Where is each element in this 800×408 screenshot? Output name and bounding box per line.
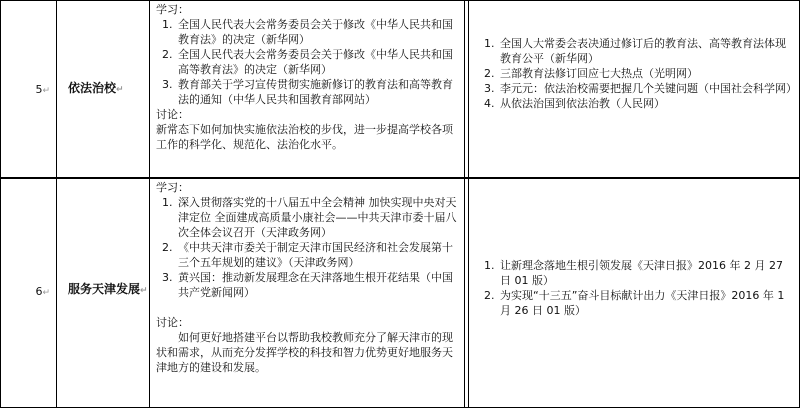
list-item: 2. 《中共天津市委关于制定天津市国民经济和社会发展第十三个五年规划的建议》（天津政务网）: [162, 241, 453, 269]
study-label: 学习：: [156, 3, 189, 16]
list-item: 1. 深入贯彻落实党的十八届五中全会精神 加快实现中央对天津定位 全面建成高质量小康社会——中共天津市委十届八次全体会议召开（天津政务网）: [162, 196, 457, 239]
discussion-label: 讨论：: [156, 108, 189, 121]
list-item: 3. 教育部关于学习宣传贯彻实施新修订的教育法和高等教育法的通知（中华人民共和国教育部网站）: [162, 78, 453, 106]
topic-title: 服务天津发展↵: [68, 282, 148, 296]
study-label: 学习：: [156, 181, 189, 194]
list-item: 2. 为实现“十三五”奋斗目标献计出力《天津日报》2016 年 1 月 26 日 01 版）: [484, 289, 785, 317]
column-divider: [464, 0, 465, 408]
list-item: 3. 李元元：依法治校需要把握几个关键问题（中国社会科学网）: [484, 82, 797, 95]
column-divider: [149, 0, 150, 408]
discussion-text: 如何更好地搭建平台以帮助我校教师充分了解天津市的现状和需求，从而充分发挥学校的科技和智力优势更好地服务天津地方的建设和发展。: [156, 331, 453, 374]
reading-section: [476, 36, 797, 111]
column-divider: [468, 0, 469, 408]
discussion-label: 讨论：: [156, 316, 189, 329]
topic-title: 依法治校↵: [68, 81, 124, 95]
table-border-top: [0, 0, 800, 1]
reading-list: [476, 258, 794, 318]
list-item: 4. 从依法治国到依法治教（人民网）: [484, 97, 665, 110]
discussion-text: 新常态下如何加快实施依法治校的步伐，进一步提高学校各项工作的科学化、规范化、法治化水平。: [156, 123, 453, 151]
list-item: 2. 全国人民代表大会常务委员会关于修改《中华人民共和国高等教育法》的决定（新华网）: [162, 48, 453, 76]
reading-list: [476, 36, 797, 111]
list-item: 1. 全国人大常委会表决通过修订后的教育法、高等教育法体现教育公平（新华网）: [484, 37, 786, 65]
study-list: [156, 17, 458, 107]
column-divider: [56, 0, 57, 408]
table-border-left: [0, 0, 1, 408]
list-item: 2. 三部教育法修订回应七大热点（光明网）: [484, 67, 698, 80]
list-item: 1. 全国人民代表大会常务委员会关于修改《中华人民共和国教育法》的决定（新华网）: [162, 18, 453, 46]
study-section: [156, 2, 458, 152]
list-item: 3. 黄兴国：推动新发展理念在天津落地生根开花结果（中国共产党新闻网）: [162, 271, 453, 299]
row-number: 6↵: [35, 285, 50, 298]
study-list: [156, 195, 458, 300]
study-section: [156, 180, 458, 375]
reading-section: [476, 258, 794, 318]
row-divider: [0, 177, 800, 179]
list-item: 1. 让新理念落地生根引领发展《天津日报》2016 年 2 月 27 日 01 版）: [484, 259, 783, 287]
row-number: 5↵: [35, 83, 50, 96]
